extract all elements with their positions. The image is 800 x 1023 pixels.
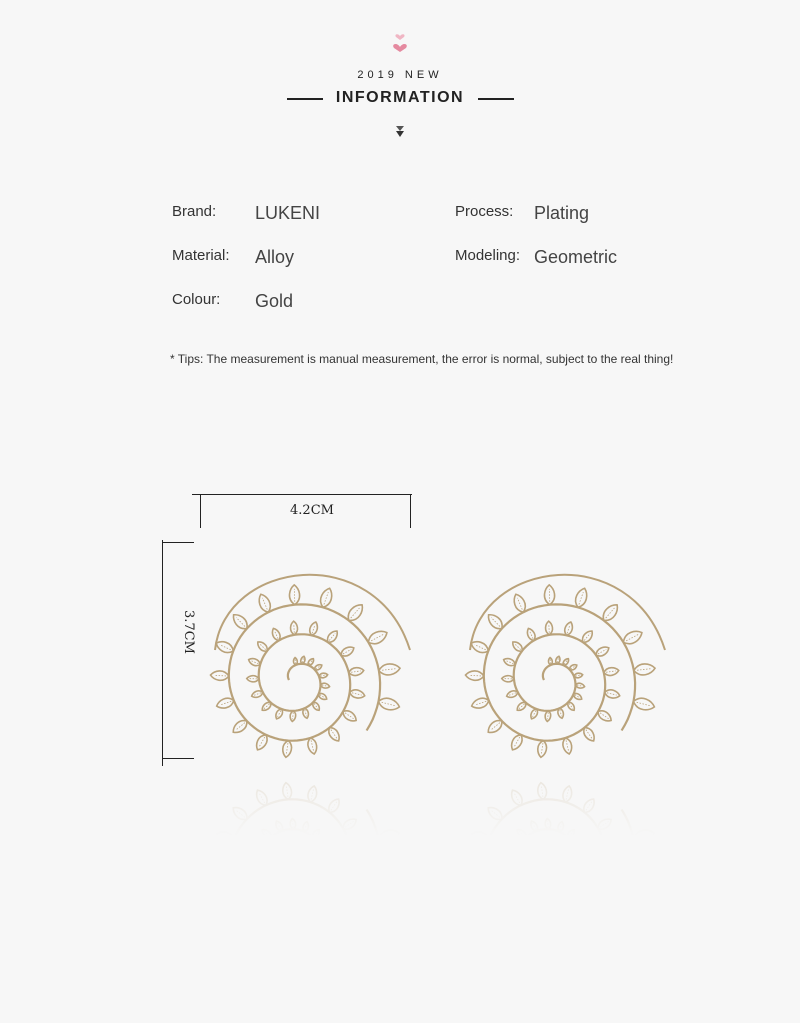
brand-label: Brand: <box>172 203 217 220</box>
year-label: 2019 NEW <box>357 69 443 81</box>
material-value: Alloy <box>255 247 295 267</box>
hearts-icon <box>391 28 409 52</box>
modeling-value: Geometric <box>534 247 618 267</box>
width-label: 4.2CM <box>290 503 334 518</box>
tips-note: * Tips: The measurement is manual measurement, the error is normal, subject to the real thing! <box>170 352 674 366</box>
width-dimension <box>192 494 412 530</box>
process-value: Plating <box>534 203 590 223</box>
heading-rule-right <box>478 98 514 100</box>
earring-image-left <box>185 550 415 770</box>
colour-label: Colour: <box>172 291 221 308</box>
material-label: Material: <box>172 247 230 264</box>
info-heading <box>0 88 800 110</box>
earring-reflection-left <box>185 770 415 890</box>
modeling-label: Modeling: <box>455 247 521 264</box>
height-label: 3.7CM <box>181 610 196 654</box>
arrow-down-icon <box>395 125 405 139</box>
earring-image-right <box>435 550 675 770</box>
colour-value: Gold <box>255 291 294 311</box>
page-title: INFORMATION <box>335 89 465 106</box>
earring-reflection-right <box>435 770 675 890</box>
process-label: Process: <box>455 203 514 220</box>
brand-value: LUKENI <box>255 203 321 223</box>
